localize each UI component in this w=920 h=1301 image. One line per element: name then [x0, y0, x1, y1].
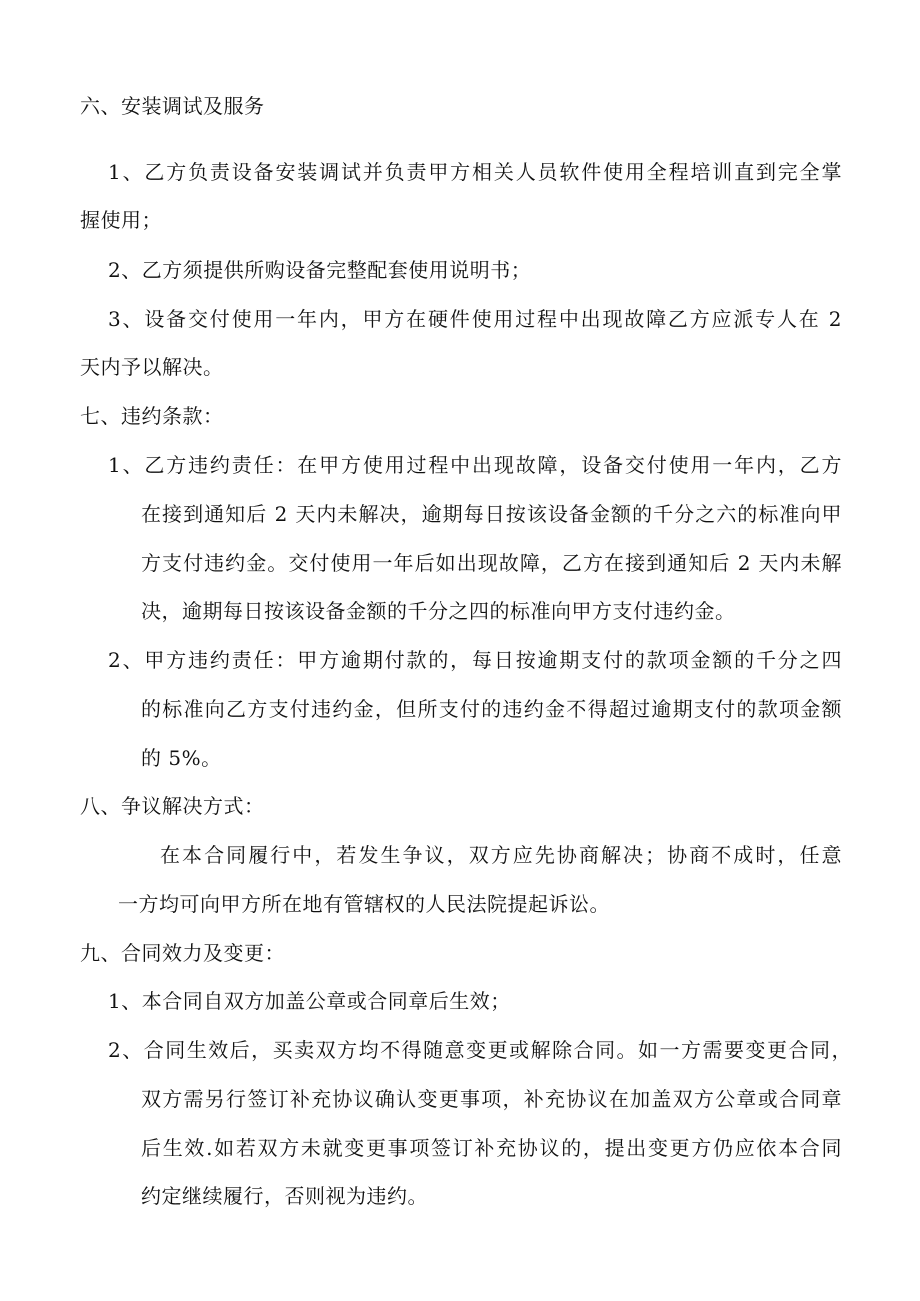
- section-6-item-1-line-1: 1、乙方负责设备安装调试并负责甲方相关人员软件使用全程培训直到完全掌: [108, 160, 842, 184]
- section-9-item-2-line-1: 2、合同生效后，买卖双方均不得随意变更或解除合同。如一方需要变更合同，: [108, 1038, 852, 1062]
- section-7-heading: 七、违约条款：: [80, 404, 224, 428]
- section-6-item-3-line-1: 3、设备交付使用一年内，甲方在硬件使用过程中出现故障乙方应派专人在 2: [108, 307, 842, 331]
- section-7-item-2-line-3: 的 5%。: [141, 746, 222, 770]
- section-7-item-1-line-2: 在接到通知后 2 天内未解决，逾期每日按该设备金额的千分之六的标准向甲: [141, 502, 842, 526]
- section-6-heading: 六、安装调试及服务: [80, 94, 265, 118]
- section-8-heading: 八、争议解决方式：: [80, 794, 265, 818]
- section-9-item-1: 1、本合同自双方加盖公章或合同章后生效；: [108, 989, 511, 1013]
- section-7-item-1-line-1: 1、乙方违约责任：在甲方使用过程中出现故障，设备交付使用一年内，乙方: [108, 453, 842, 477]
- section-9-item-2-line-2: 双方需另行签订补充协议确认变更事项，补充协议在加盖双方公章或合同章: [141, 1087, 842, 1111]
- section-9-heading: 九、合同效力及变更：: [80, 941, 285, 965]
- section-7-item-1-line-3: 方支付违约金。交付使用一年后如出现故障，乙方在接到通知后 2 天内未解: [141, 551, 842, 575]
- section-6-item-1-line-2: 握使用；: [80, 208, 162, 232]
- section-9-item-2-line-3: 后生效.如若双方未就变更事项签订补充协议的，提出变更方仍应依本合同: [141, 1136, 842, 1160]
- section-8-paragraph-line-2: 一方均可向甲方所在地有管辖权的人民法院提起诉讼。: [118, 892, 610, 916]
- section-9-item-2-line-4: 约定继续履行，否则视为违约。: [141, 1184, 428, 1208]
- section-8-paragraph-line-1: 在本合同履行中，若发生争议，双方应先协商解决；协商不成时，任意: [160, 843, 842, 867]
- section-6-item-2: 2、乙方须提供所购设备完整配套使用说明书；: [108, 258, 532, 282]
- section-7-item-2-line-2: 的标准向乙方支付违约金，但所支付的违约金不得超过逾期支付的款项金额: [141, 697, 842, 721]
- section-7-item-2-line-1: 2、甲方违约责任：甲方逾期付款的，每日按逾期支付的款项金额的千分之四: [108, 648, 842, 672]
- section-7-item-1-line-4: 决，逾期每日按该设备金额的千分之四的标准向甲方支付违约金。: [141, 599, 736, 623]
- section-6-item-3-line-2: 天内予以解决。: [80, 355, 224, 379]
